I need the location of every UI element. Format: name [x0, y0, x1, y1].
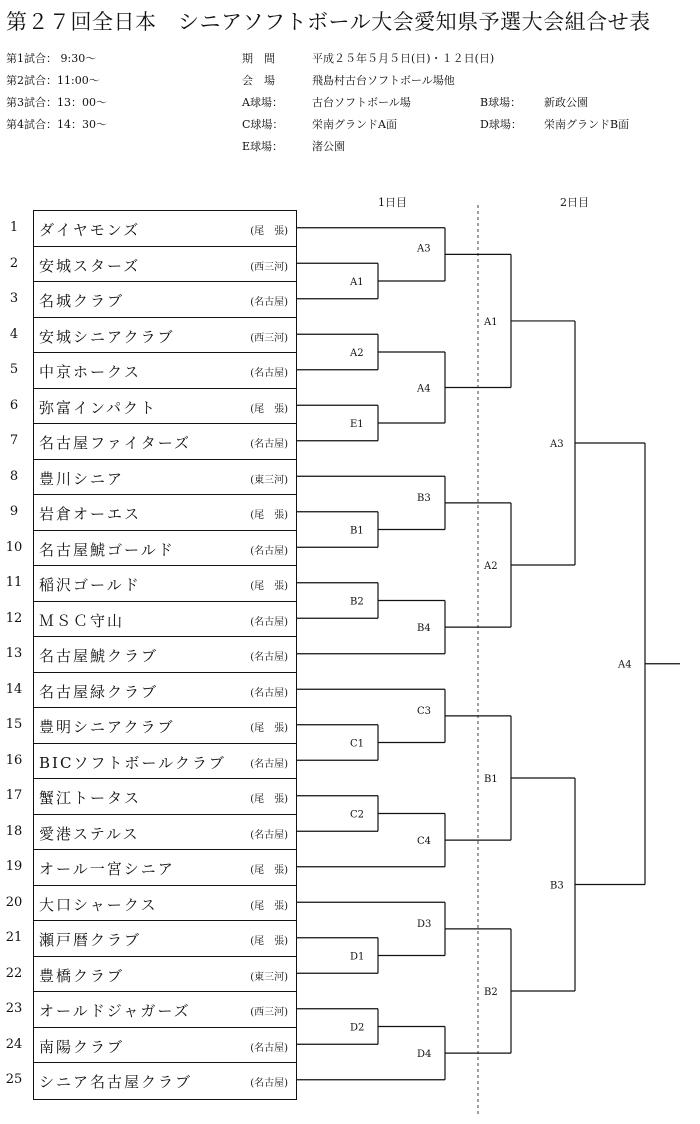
seed-number: 19 [5, 859, 23, 874]
field-d-value: 栄南グランドB面 [544, 118, 630, 131]
team-region: (尾 張) [250, 226, 288, 237]
field-e-value: 渚公園 [312, 140, 345, 153]
team-name: 稲沢ゴールド [39, 576, 141, 594]
team-region: (西三河) [250, 332, 288, 344]
match-label-a4: A4 [417, 383, 431, 395]
team-name: 名古屋鯱クラブ [39, 647, 159, 665]
match-label-b3: B3 [417, 492, 431, 504]
match-label-c1: C1 [350, 738, 365, 750]
field-a-label: A球場： [242, 96, 283, 109]
field-b-value: 新政公園 [544, 96, 588, 109]
field-e-label: E球場： [242, 140, 284, 153]
seed-number: 7 [9, 433, 19, 448]
seed-number: 22 [5, 965, 23, 981]
seed-number: 14 [5, 681, 23, 697]
match-label-r3-b2: B2 [484, 987, 498, 998]
team-region: (名古屋) [250, 368, 288, 379]
seed-number: 9 [9, 504, 19, 519]
match-label-c3: C3 [417, 705, 432, 717]
schedule-game-3: 第3試合：13：00～ [6, 96, 107, 109]
venue-label: 会 場 [242, 74, 275, 87]
seed-number: 18 [5, 823, 23, 839]
seed-number: 20 [5, 894, 23, 910]
match-label-a2: A2 [350, 348, 364, 359]
team-region: (名古屋) [250, 652, 288, 663]
match-label-final: A4 [618, 659, 632, 671]
team-name: 豊川シニア [39, 469, 125, 488]
team-region: (尾 張) [250, 900, 288, 912]
team-region: (尾 張) [250, 794, 288, 805]
match-label-d1: D1 [350, 951, 365, 963]
team-name: 名古屋ファイターズ [39, 434, 191, 452]
seed-number: 5 [9, 362, 19, 377]
page-title: 第２７回全日本 シニアソフトボール大会愛知県予選大会組合せ表 [6, 10, 651, 34]
team-name: 安城シニアクラブ [39, 327, 175, 346]
team-region: (名古屋) [250, 545, 288, 557]
seed-number: 11 [5, 575, 23, 590]
match-label-b1: B1 [350, 525, 364, 537]
team-name: 中京ホークス [39, 363, 141, 381]
team-region: (尾 張) [250, 581, 288, 592]
match-label-r3-b1: B1 [484, 774, 498, 785]
seed-number: 1 [9, 220, 19, 235]
period-value: 平成２５年５月５日(日)・１２日(日) [312, 52, 495, 65]
match-label-a3: A3 [417, 243, 431, 255]
team-name: 名古屋鯱ゴールド [39, 540, 175, 559]
team-region: (西三河) [250, 261, 288, 273]
match-label-d2: D2 [350, 1022, 365, 1034]
seed-number: 24 [5, 1036, 23, 1052]
match-label-r4-b3: B3 [550, 880, 564, 892]
field-a-value: 古台ソフトボール場 [312, 96, 411, 109]
team-region: (尾 張) [250, 865, 288, 876]
match-label-e1: E1 [350, 419, 364, 430]
seed-number: 3 [9, 291, 19, 306]
team-region: (西三河) [250, 1007, 288, 1018]
seed-number: 10 [5, 539, 23, 555]
seed-number: 17 [5, 788, 23, 803]
team-region: (東三河) [250, 474, 288, 486]
seed-number: 25 [5, 1072, 23, 1087]
field-b-label: B球場： [480, 96, 522, 109]
team-region: (名古屋) [250, 297, 288, 308]
schedule-game-4: 第4試合：14：30～ [6, 118, 107, 131]
seed-number: 8 [9, 468, 19, 484]
team-region: (東三河) [250, 971, 288, 983]
team-region: (名古屋) [250, 1042, 288, 1054]
match-label-c2: C2 [350, 809, 365, 821]
team-name: 豊橋クラブ [39, 966, 125, 985]
team-name: 瀬戸暦クラブ [39, 931, 142, 949]
team-name: オール一宮シニア [39, 860, 175, 878]
match-label-c4: C4 [417, 836, 432, 848]
seed-number: 13 [5, 646, 23, 661]
match-label-r4-a3: A3 [550, 438, 564, 450]
team-name: 豊明シニアクラブ [39, 718, 175, 736]
team-region: (名古屋) [250, 829, 288, 841]
match-label-d3: D3 [417, 918, 432, 930]
seed-number: 4 [9, 326, 19, 342]
team-name: 南陽クラブ [39, 1037, 125, 1056]
seed-number: 16 [5, 752, 23, 768]
match-label-b4: B4 [417, 623, 431, 635]
seed-number: 23 [5, 1001, 23, 1016]
schedule-game-2: 第2試合：11:00～ [6, 74, 100, 87]
field-c-value: 栄南グランドA面 [312, 118, 397, 131]
team-name: 名城クラブ [39, 292, 125, 310]
team-name: 大口シャークス [39, 895, 158, 914]
team-name: ＭＳＣ守山 [39, 611, 125, 630]
field-d-label: D球場： [480, 118, 522, 131]
team-region: (尾 張) [250, 403, 288, 415]
team-name: 岩倉オーエス [39, 505, 142, 523]
team-name: シニア名古屋クラブ [39, 1073, 193, 1091]
day2-header: 2日目 [560, 196, 589, 209]
match-label-a1: A1 [350, 277, 364, 288]
period-label: 期 間 [242, 52, 275, 65]
team-region: (名古屋) [250, 758, 288, 770]
seed-number: 12 [5, 610, 23, 626]
team-name: BICソフトボールクラブ [39, 753, 226, 772]
match-label-b2: B2 [350, 596, 364, 608]
team-name: 愛港ステルス [39, 824, 140, 843]
match-label-r3-a1: A1 [484, 316, 498, 328]
seed-number: 6 [9, 397, 19, 413]
venue-value: 飛島村古台ソフトボール場他 [312, 74, 455, 87]
match-label-r3-a2: A2 [484, 561, 498, 572]
team-name: ダイヤモンズ [39, 221, 141, 239]
team-name: 安城スターズ [39, 256, 141, 275]
field-c-label: C球場： [242, 118, 284, 131]
schedule-game-1: 第1試合： 9:30～ [6, 52, 97, 65]
team-name: 蟹江トータス [39, 789, 142, 807]
match-label-d4: D4 [417, 1049, 432, 1061]
team-name: オールドジャガーズ [39, 1002, 191, 1020]
team-region: (名古屋) [250, 439, 288, 450]
team-region: (名古屋) [250, 687, 288, 699]
team-region: (名古屋) [250, 1078, 288, 1089]
seed-number: 15 [5, 717, 23, 732]
seed-number: 2 [9, 255, 19, 271]
day1-header: 1日目 [378, 196, 407, 209]
team-region: (尾 張) [250, 723, 288, 734]
team-region: (名古屋) [250, 616, 288, 628]
team-name: 弥富インパクト [39, 398, 157, 417]
team-name: 名古屋緑クラブ [39, 682, 159, 701]
team-region: (尾 張) [250, 936, 288, 947]
team-region: (尾 張) [250, 510, 288, 521]
seed-number: 21 [5, 930, 23, 945]
